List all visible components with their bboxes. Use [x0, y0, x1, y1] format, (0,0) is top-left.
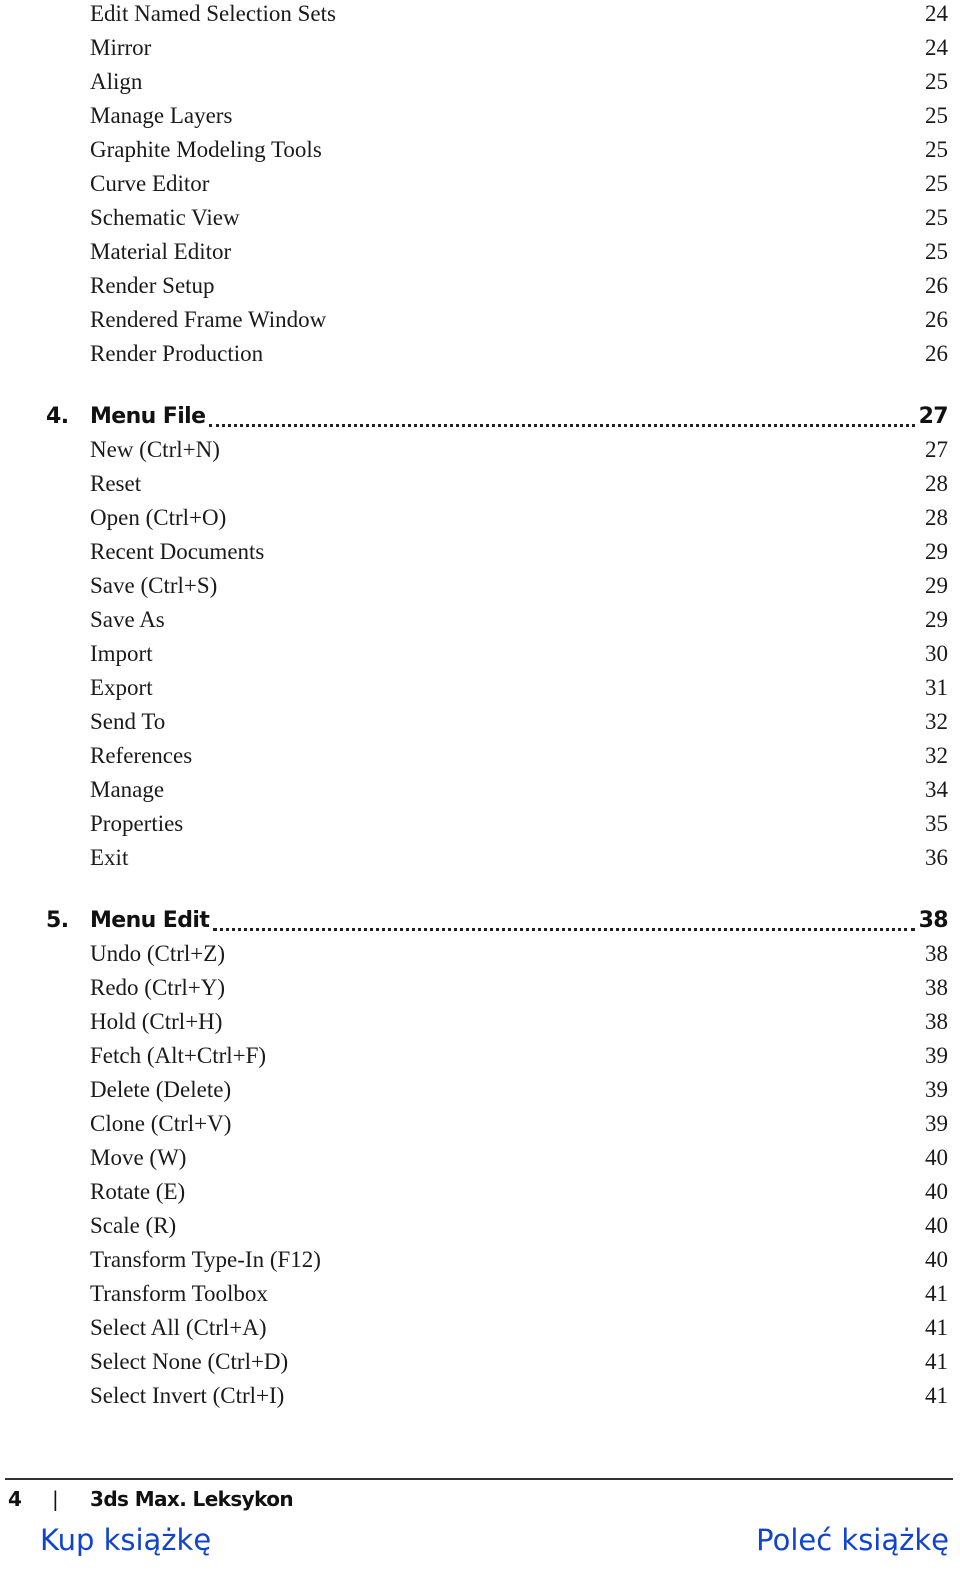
footer-separator: | [52, 1487, 59, 1511]
dot-leader [209, 402, 914, 427]
toc-entry [90, 1039, 948, 1073]
toc-entry-label: Scale (R) [90, 1213, 177, 1238]
toc-entry-label: Render Production [90, 341, 264, 366]
chapter-number: 4. [46, 403, 69, 429]
toc-entry [90, 569, 948, 603]
toc-entry-page: 40 [925, 1145, 948, 1170]
toc-entry-page: 24 [925, 35, 948, 60]
toc-entry [90, 937, 948, 971]
toc-entry [90, 133, 948, 167]
toc-entry-label: Manage [90, 777, 165, 802]
toc-entry [90, 0, 948, 31]
toc-entry-page: 39 [925, 1043, 948, 1068]
toc-entry-page: 40 [925, 1179, 948, 1204]
toc-entry-label: Curve Editor [90, 171, 210, 196]
toc-entry [90, 637, 948, 671]
toc-chapter-heading [46, 902, 948, 938]
toc-entry-label: Exit [90, 845, 129, 870]
toc-entry-page: 29 [925, 607, 948, 632]
chapter-page: 27 [918, 403, 948, 429]
toc-entry-label: Select Invert (Ctrl+I) [90, 1383, 285, 1408]
toc-entry [90, 235, 948, 269]
toc-entry [90, 433, 948, 467]
toc-entry-page: 41 [925, 1383, 948, 1408]
page-footer [8, 1484, 293, 1514]
toc-entry-label: Delete (Delete) [90, 1077, 232, 1102]
toc-entry [90, 1277, 948, 1311]
toc-entry-label: Align [90, 69, 143, 94]
toc-entry-page: 34 [925, 777, 948, 802]
toc-entry-label: References [90, 743, 193, 768]
toc-entry-page: 27 [925, 437, 948, 462]
toc-entry-label: New (Ctrl+N) [90, 437, 220, 462]
toc-entry-page: 25 [925, 137, 948, 162]
toc-entry-label: Undo (Ctrl+Z) [90, 941, 225, 966]
toc-chapter-heading [46, 398, 948, 434]
toc-entry [90, 65, 948, 99]
toc-entry [90, 1005, 948, 1039]
toc-entry-page: 25 [925, 239, 948, 264]
toc-entry-label: Hold (Ctrl+H) [90, 1009, 223, 1034]
toc-entry [90, 739, 948, 773]
toc-entry [90, 501, 948, 535]
toc-entry-label: Import [90, 641, 153, 666]
toc-entry-label: Rendered Frame Window [90, 307, 327, 332]
toc-entry-page: 41 [925, 1349, 948, 1374]
toc-entry [90, 303, 948, 337]
toc-entry-page: 25 [925, 171, 948, 196]
toc-entry [90, 1209, 948, 1243]
chapter-title: Menu Edit [90, 907, 210, 933]
toc-entry [90, 99, 948, 133]
toc-entry-label: Mirror [90, 35, 152, 60]
toc-entry-page: 32 [925, 709, 948, 734]
buy-book-link[interactable]: Kup książkę [40, 1523, 212, 1557]
toc-entry [90, 807, 948, 841]
toc-entry [90, 603, 948, 637]
footer-divider [5, 1478, 953, 1480]
toc-entry-page: 28 [925, 471, 948, 496]
toc-entry [90, 1311, 948, 1345]
toc-entry [90, 971, 948, 1005]
toc-entry [90, 1141, 948, 1175]
toc-entry-label: Schematic View [90, 205, 240, 230]
toc-entry [90, 1073, 948, 1107]
toc-entry-page: 32 [925, 743, 948, 768]
toc-entry-page: 26 [925, 273, 948, 298]
toc-entry-page: 39 [925, 1077, 948, 1102]
toc-entry [90, 269, 948, 303]
toc-entry-label: Properties [90, 811, 184, 836]
toc-entry [90, 167, 948, 201]
toc-entry [90, 773, 948, 807]
toc-entry-page: 26 [925, 341, 948, 366]
toc-entry-label: Material Editor [90, 239, 232, 264]
toc-entry-label: Move (W) [90, 1145, 187, 1170]
toc-entry [90, 201, 948, 235]
toc-entry [90, 1345, 948, 1379]
toc-entry-page: 30 [925, 641, 948, 666]
chapter-title: Menu File [90, 403, 206, 429]
toc-entry-label: Manage Layers [90, 103, 233, 128]
toc-entry-label: Open (Ctrl+O) [90, 505, 227, 530]
toc-entry [90, 535, 948, 569]
toc-entry-label: Edit Named Selection Sets [90, 1, 336, 26]
toc-entry-page: 25 [925, 103, 948, 128]
footer-page-number: 4 [8, 1487, 22, 1511]
chapter-number: 5. [46, 907, 69, 933]
toc-entry-page: 29 [925, 539, 948, 564]
toc-entry [90, 1243, 948, 1277]
toc-entry-label: Select None (Ctrl+D) [90, 1349, 289, 1374]
toc-entry-page: 41 [925, 1281, 948, 1306]
toc-entry [90, 31, 948, 65]
toc-entry [90, 705, 948, 739]
toc-entry-page: 40 [925, 1213, 948, 1238]
toc-entry-label: Save As [90, 607, 165, 632]
toc-entry-label: Send To [90, 709, 166, 734]
chapter-page: 38 [918, 907, 948, 933]
toc-entry-page: 35 [925, 811, 948, 836]
toc-entry-label: Transform Toolbox [90, 1281, 268, 1306]
toc-entry-label: Clone (Ctrl+V) [90, 1111, 232, 1136]
toc-entry-label: Save (Ctrl+S) [90, 573, 218, 598]
toc-entry-page: 36 [925, 845, 948, 870]
toc-entry [90, 337, 948, 371]
toc-entry-page: 24 [925, 1, 948, 26]
dot-leader [213, 906, 914, 931]
toc-entry-label: Fetch (Alt+Ctrl+F) [90, 1043, 267, 1068]
toc-entry [90, 671, 948, 705]
toc-entry [90, 467, 948, 501]
toc-entry-label: Rotate (E) [90, 1179, 186, 1204]
recommend-book-link[interactable]: Poleć książkę [756, 1523, 949, 1557]
toc-entry [90, 841, 948, 875]
toc-entry-page: 26 [925, 307, 948, 332]
toc-entry-label: Transform Type-In (F12) [90, 1247, 321, 1272]
toc-entry-label: Export [90, 675, 153, 700]
toc-entry-label: Redo (Ctrl+Y) [90, 975, 225, 1000]
toc-entry-label: Graphite Modeling Tools [90, 137, 322, 162]
toc-entry-page: 38 [925, 941, 948, 966]
toc-entry-label: Render Setup [90, 273, 215, 298]
toc-entry-page: 41 [925, 1315, 948, 1340]
toc-entry-page: 40 [925, 1247, 948, 1272]
toc-entry [90, 1379, 948, 1413]
toc-entry-page: 28 [925, 505, 948, 530]
toc-entry-page: 25 [925, 205, 948, 230]
toc-entry-label: Select All (Ctrl+A) [90, 1315, 267, 1340]
toc-entry-label: Recent Documents [90, 539, 265, 564]
toc-entry-page: 25 [925, 69, 948, 94]
toc-entry-page: 29 [925, 573, 948, 598]
toc-entry-page: 39 [925, 1111, 948, 1136]
toc-entry [90, 1175, 948, 1209]
toc-entry-page: 31 [925, 675, 948, 700]
footer-book-title: 3ds Max. Leksykon [90, 1487, 294, 1511]
toc-entry-label: Reset [90, 471, 142, 496]
toc-entry [90, 1107, 948, 1141]
toc-entry-page: 38 [925, 975, 948, 1000]
toc-entry-page: 38 [925, 1009, 948, 1034]
